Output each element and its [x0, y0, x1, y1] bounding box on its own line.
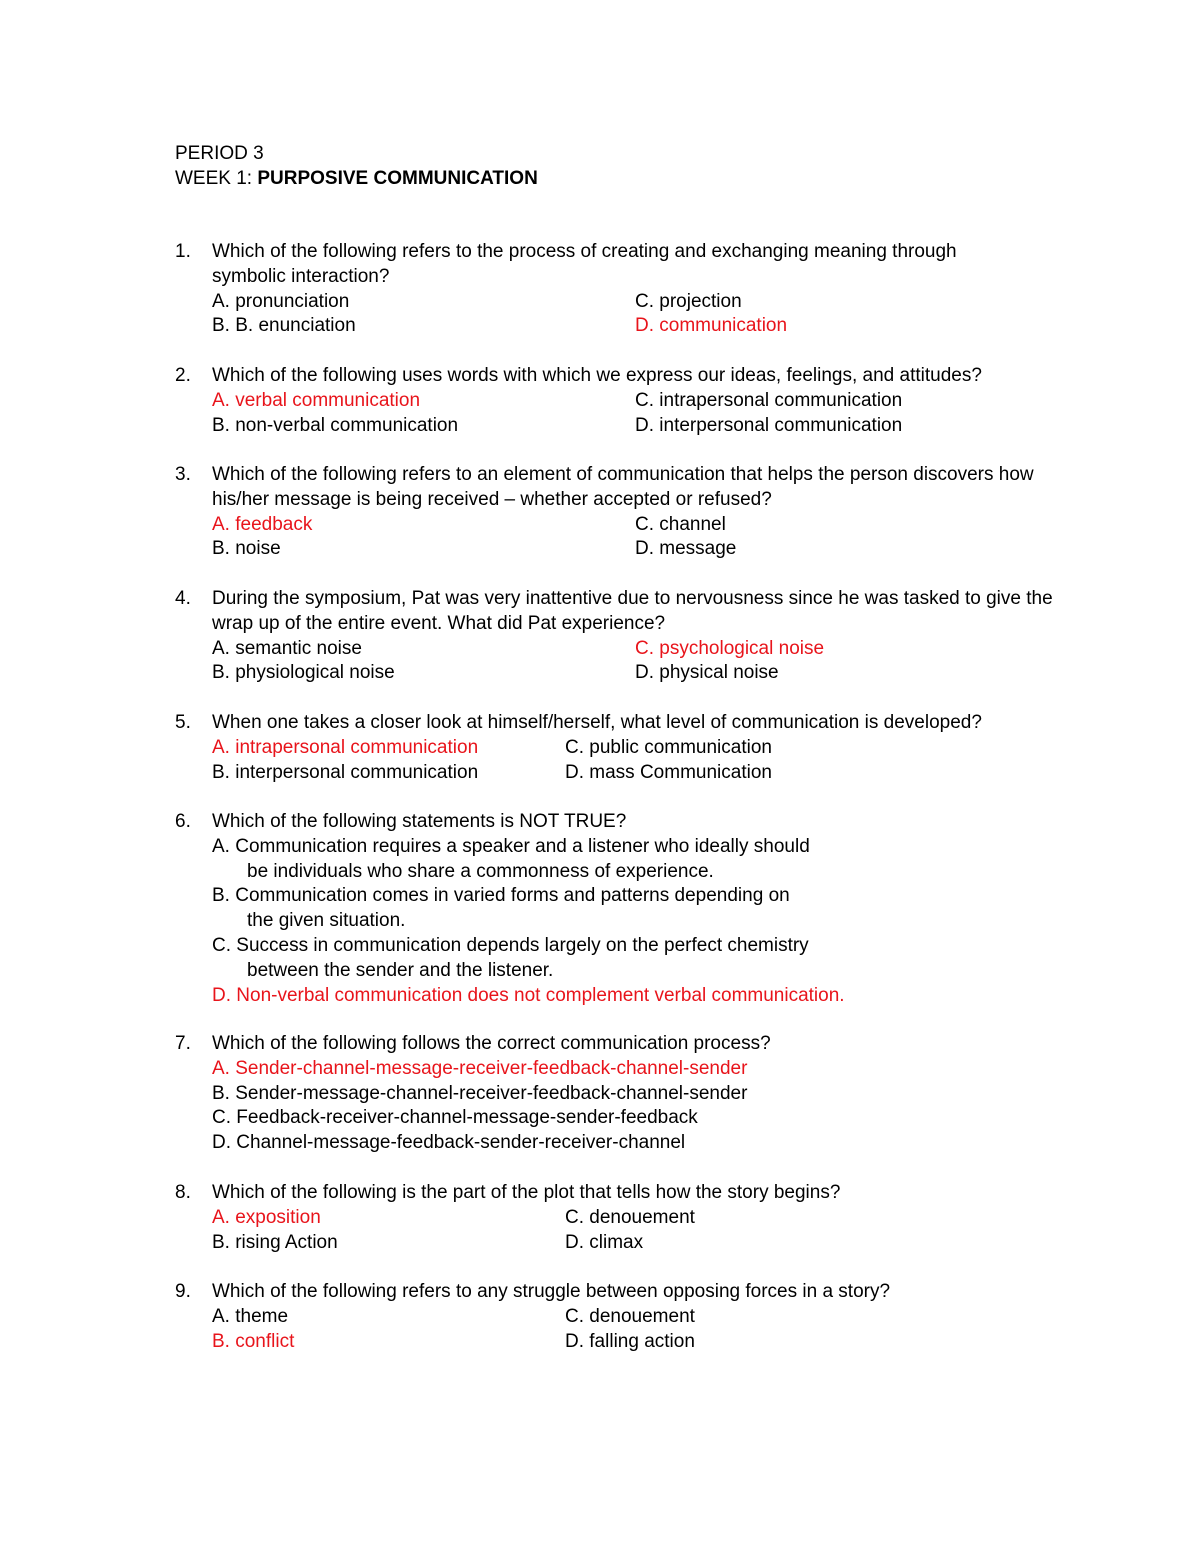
- option-b: B. B. enunciation: [212, 315, 356, 337]
- document-header: [175, 142, 538, 192]
- option-c: [175, 934, 1075, 984]
- question-text: [175, 587, 1092, 637]
- option-a-continuation: be individuals who share a commonness of experience.: [247, 860, 714, 882]
- option-d: D. climax: [565, 1231, 644, 1253]
- option-c: C. denouement: [565, 1305, 695, 1327]
- week-title-line: [175, 167, 538, 192]
- question-number: 7.: [175, 1033, 191, 1054]
- option-c-correct: C. psychological noise: [635, 637, 825, 659]
- option-a: A. semantic noise: [212, 637, 362, 659]
- question-stem: When one takes a closer look at himself/herself, what level of communication is developed?: [212, 712, 982, 733]
- question-number: 6.: [175, 811, 191, 832]
- option-c-continuation: between the sender and the listener.: [247, 959, 554, 981]
- option-b: B. interpersonal communication: [212, 761, 479, 783]
- option-row: [175, 761, 1075, 786]
- option-a: A. theme: [212, 1305, 289, 1327]
- question-8: [175, 1181, 1075, 1255]
- option-d: D. mass Communication: [565, 761, 772, 783]
- question-stem: Which of the following is the part of the plot that tells how the story begins?: [212, 1182, 841, 1203]
- option-c: C. Feedback-receiver-channel-message-sender-feedback: [212, 1107, 698, 1129]
- week-prefix: WEEK 1:: [175, 167, 258, 189]
- option-b: [175, 884, 1075, 934]
- option-d-line: D. Non-verbal communication does not complement verbal communication.: [212, 984, 845, 1006]
- option-a-correct: A. intrapersonal communication: [212, 736, 479, 758]
- question-stem: Which of the following refers to an element of communication that helps the person discovers how his/her message is being received – whether accepted or refused?: [212, 464, 1034, 510]
- question-number: 1.: [175, 241, 191, 262]
- option-a-correct: A. exposition: [212, 1206, 321, 1228]
- option-row: [175, 1305, 1075, 1330]
- option-row: [175, 513, 1075, 538]
- option-row: [175, 414, 1075, 439]
- option-d: D. message: [635, 538, 737, 560]
- course-title: PURPOSIVE COMMUNICATION: [257, 167, 538, 189]
- question-number: 8.: [175, 1182, 191, 1203]
- question-4: [175, 587, 1075, 686]
- option-c: C. denouement: [565, 1206, 695, 1228]
- option-b-correct: B. conflict: [212, 1330, 295, 1352]
- question-stem: Which of the following statements is NOT TRUE?: [212, 811, 627, 832]
- option-a-correct: A. feedback: [212, 513, 313, 535]
- option-d-correct: D. communication: [635, 315, 788, 337]
- option-c: C. channel: [635, 513, 726, 535]
- option-a: A. pronunciation: [212, 290, 350, 312]
- option-row: [175, 1330, 1075, 1355]
- option-b: B. physiological noise: [212, 662, 395, 684]
- option-row: [175, 661, 1075, 686]
- question-2: [175, 364, 1075, 438]
- question-text: [175, 1280, 1075, 1305]
- question-stem: During the symposium, Pat was very inattentive due to nervousness since he was tasked to give the wrap up of the entire event. What did Pat experience?: [212, 588, 1053, 634]
- option-a-correct: A. Sender-channel-message-receiver-feedback-channel-sender: [212, 1057, 748, 1079]
- question-3: [175, 463, 1075, 562]
- option-d: D. physical noise: [635, 662, 779, 684]
- question-text: [175, 711, 1075, 736]
- option-row: [175, 290, 1075, 315]
- question-text: [175, 240, 1012, 290]
- option-c-line: C. Success in communication depends largely on the perfect chemistry: [212, 934, 809, 956]
- question-text: [175, 364, 1075, 389]
- option-a-correct: A. verbal communication: [212, 389, 421, 411]
- option-row: [175, 736, 1075, 761]
- question-9: [175, 1280, 1075, 1354]
- question-stem: Which of the following follows the correct communication process?: [212, 1033, 771, 1054]
- question-number: 9.: [175, 1281, 191, 1302]
- question-7: [175, 1032, 1075, 1156]
- option-row: [175, 389, 1075, 414]
- option-d: D. interpersonal communication: [635, 414, 903, 436]
- option-d: D. falling action: [565, 1330, 695, 1352]
- question-stem: Which of the following uses words with which we express our ideas, feelings, and attitudes?: [212, 365, 982, 386]
- question-number: 5.: [175, 712, 191, 733]
- question-5: [175, 711, 1075, 785]
- question-stem: Which of the following refers to the process of creating and exchanging meaning through symbolic interaction?: [212, 241, 957, 287]
- question-stem: Which of the following refers to any struggle between opposing forces in a story?: [212, 1281, 891, 1302]
- option-row: [175, 1231, 1075, 1256]
- option-d: D. Channel-message-feedback-sender-receiver-channel: [212, 1132, 686, 1154]
- question-number: 4.: [175, 588, 191, 609]
- option-b: B. non-verbal communication: [212, 414, 459, 436]
- option-b: B. Sender-message-channel-receiver-feedback-channel-sender: [212, 1082, 748, 1104]
- option-b-line: B. Communication comes in varied forms and patterns depending on: [212, 885, 790, 907]
- option-c: C. intrapersonal communication: [635, 389, 903, 411]
- option-row: [175, 537, 1075, 562]
- option-b: B. rising Action: [212, 1231, 338, 1253]
- question-text: [175, 1181, 1075, 1206]
- option-b: B. noise: [212, 538, 281, 560]
- option-a: [175, 835, 1075, 885]
- option-row: [175, 314, 1075, 339]
- option-row: [175, 1206, 1075, 1231]
- option-row: [175, 637, 1075, 662]
- option-c: C. public communication: [565, 736, 772, 758]
- question-text: [175, 1032, 1075, 1057]
- question-text: [175, 810, 1075, 835]
- option-b-continuation: the given situation.: [247, 910, 406, 932]
- question-number: 3.: [175, 464, 191, 485]
- question-1: [175, 240, 1075, 339]
- question-6: [175, 810, 1075, 1008]
- option-c: C. projection: [635, 290, 742, 312]
- option-d-correct: [175, 984, 1075, 1009]
- question-text: [175, 463, 1052, 513]
- question-number: 2.: [175, 365, 191, 386]
- period-label: PERIOD 3: [175, 143, 264, 164]
- option-a-line: A. Communication requires a speaker and a listener who ideally should: [212, 835, 810, 857]
